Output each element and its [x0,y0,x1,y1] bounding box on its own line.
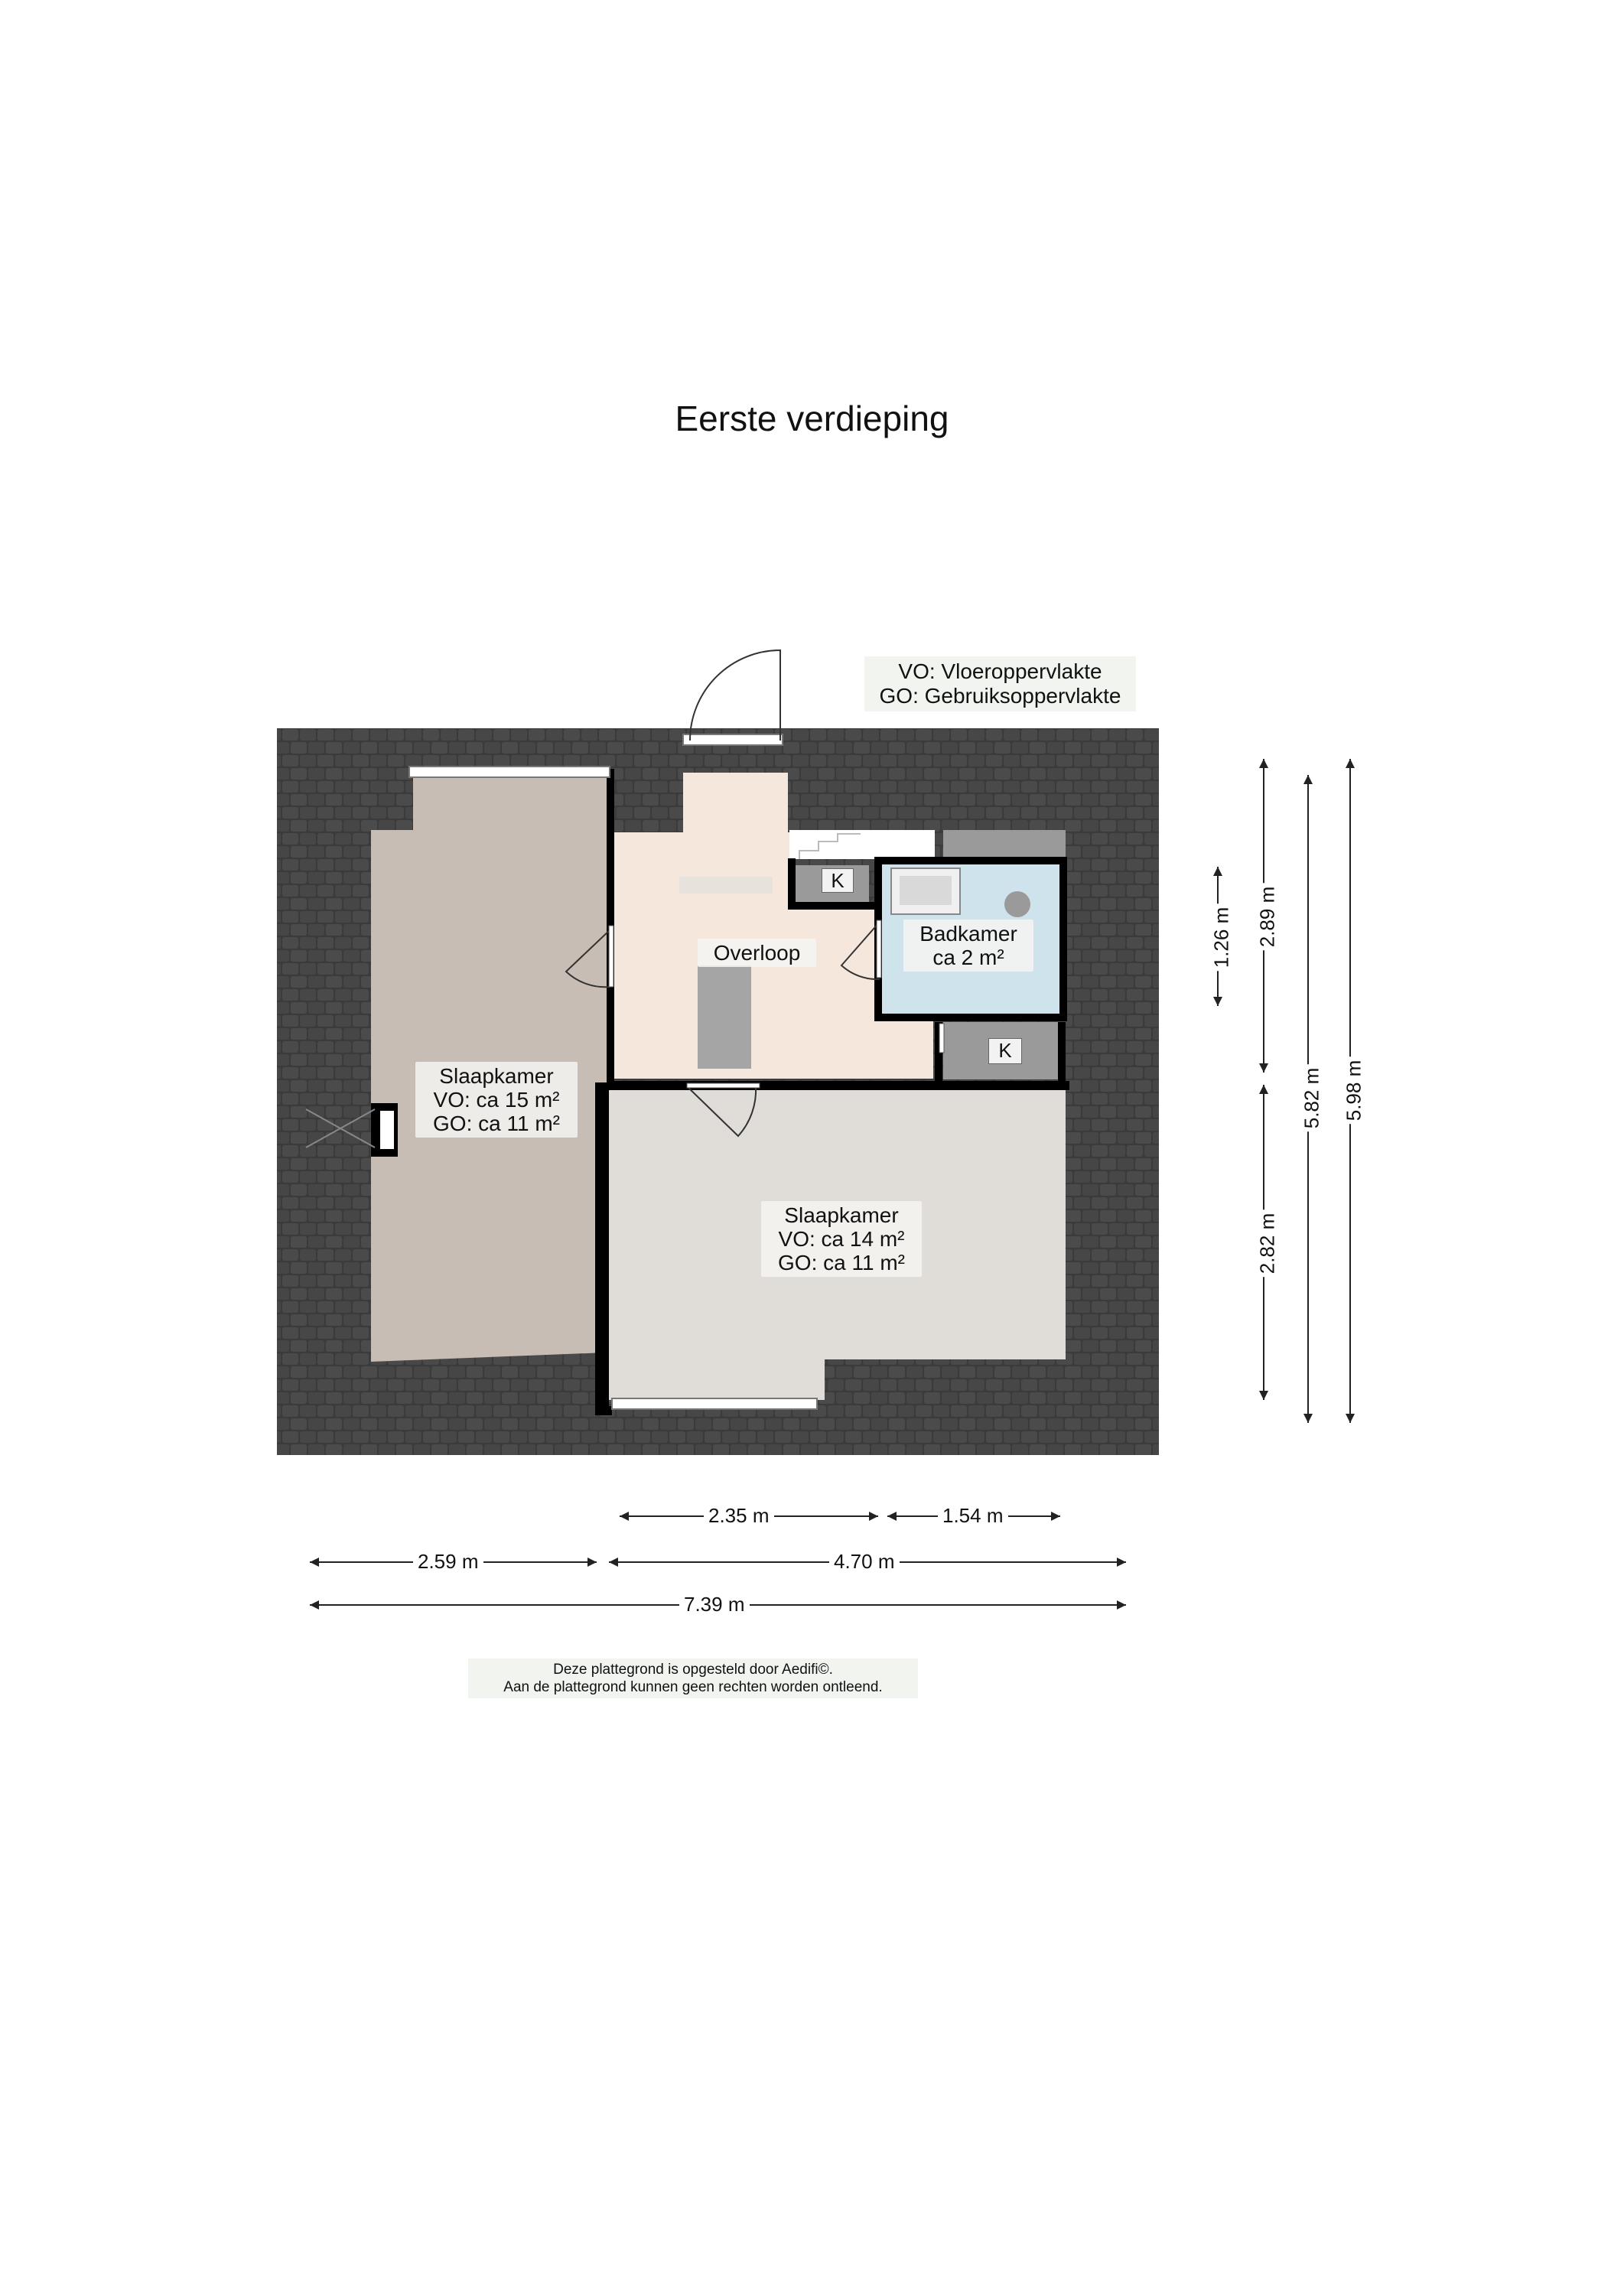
dim-label-2-89: 2.89 m [1255,884,1279,951]
room-label-badkamer [903,920,1033,972]
room-label-slaapkamer-left [415,1062,578,1138]
room-name: Overloop [713,941,801,965]
dim-label-5-82: 5.82 m [1300,1065,1323,1132]
legend-vo: VO: Vloeroppervlakte [898,659,1102,683]
dim-label-1-54: 1.54 m [938,1504,1008,1528]
room-name: Slaapkamer [784,1203,899,1227]
legend [864,656,1136,711]
overloop-stairwell [698,965,751,1069]
room-area: ca 2 m² [932,946,1004,969]
vertical-dimension-arrows [1213,759,1355,1423]
footer-line-1: Deze plattegrond is opgesteld door Aedifi©. [553,1662,833,1678]
vertical-dimension-lines [1218,759,1350,1423]
room-name: Badkamer [919,922,1017,946]
room-go: GO: ca 11 m² [778,1251,905,1274]
kast-area-top [943,830,1066,858]
closet-label-k2: K [988,1038,1022,1064]
room-name: Slaapkamer [439,1064,554,1088]
dim-label-1-26: 1.26 m [1209,904,1233,972]
dim-label-2-59: 2.59 m [413,1550,483,1574]
room-label-overloop [698,939,816,967]
page-title: Eerste verdieping [675,399,949,438]
kruipluik [380,1111,394,1149]
stairs [789,830,935,859]
footer-disclaimer [468,1659,918,1698]
dim-label-2-35: 2.35 m [704,1504,774,1528]
footer-line-2: Aan de plattegrond kunnen geen rechten worden ontleend. [503,1679,883,1695]
room-vo: VO: ca 14 m² [778,1227,905,1251]
overloop-fixture [679,877,773,894]
dim-label-7-39: 7.39 m [679,1593,750,1616]
dim-label-4-70: 4.70 m [829,1550,900,1574]
room-label-slaapkamer-right [761,1201,922,1277]
dim-label-5-98: 5.98 m [1342,1057,1365,1125]
room-vo: VO: ca 15 m² [433,1088,560,1112]
closet-label-k1: K [822,868,854,893]
dim-label-2-82: 2.82 m [1255,1210,1279,1278]
badkamer-toilet [1004,891,1030,917]
legend-go: GO: Gebruiksoppervlakte [879,684,1121,708]
room-go: GO: ca 11 m² [433,1112,560,1135]
